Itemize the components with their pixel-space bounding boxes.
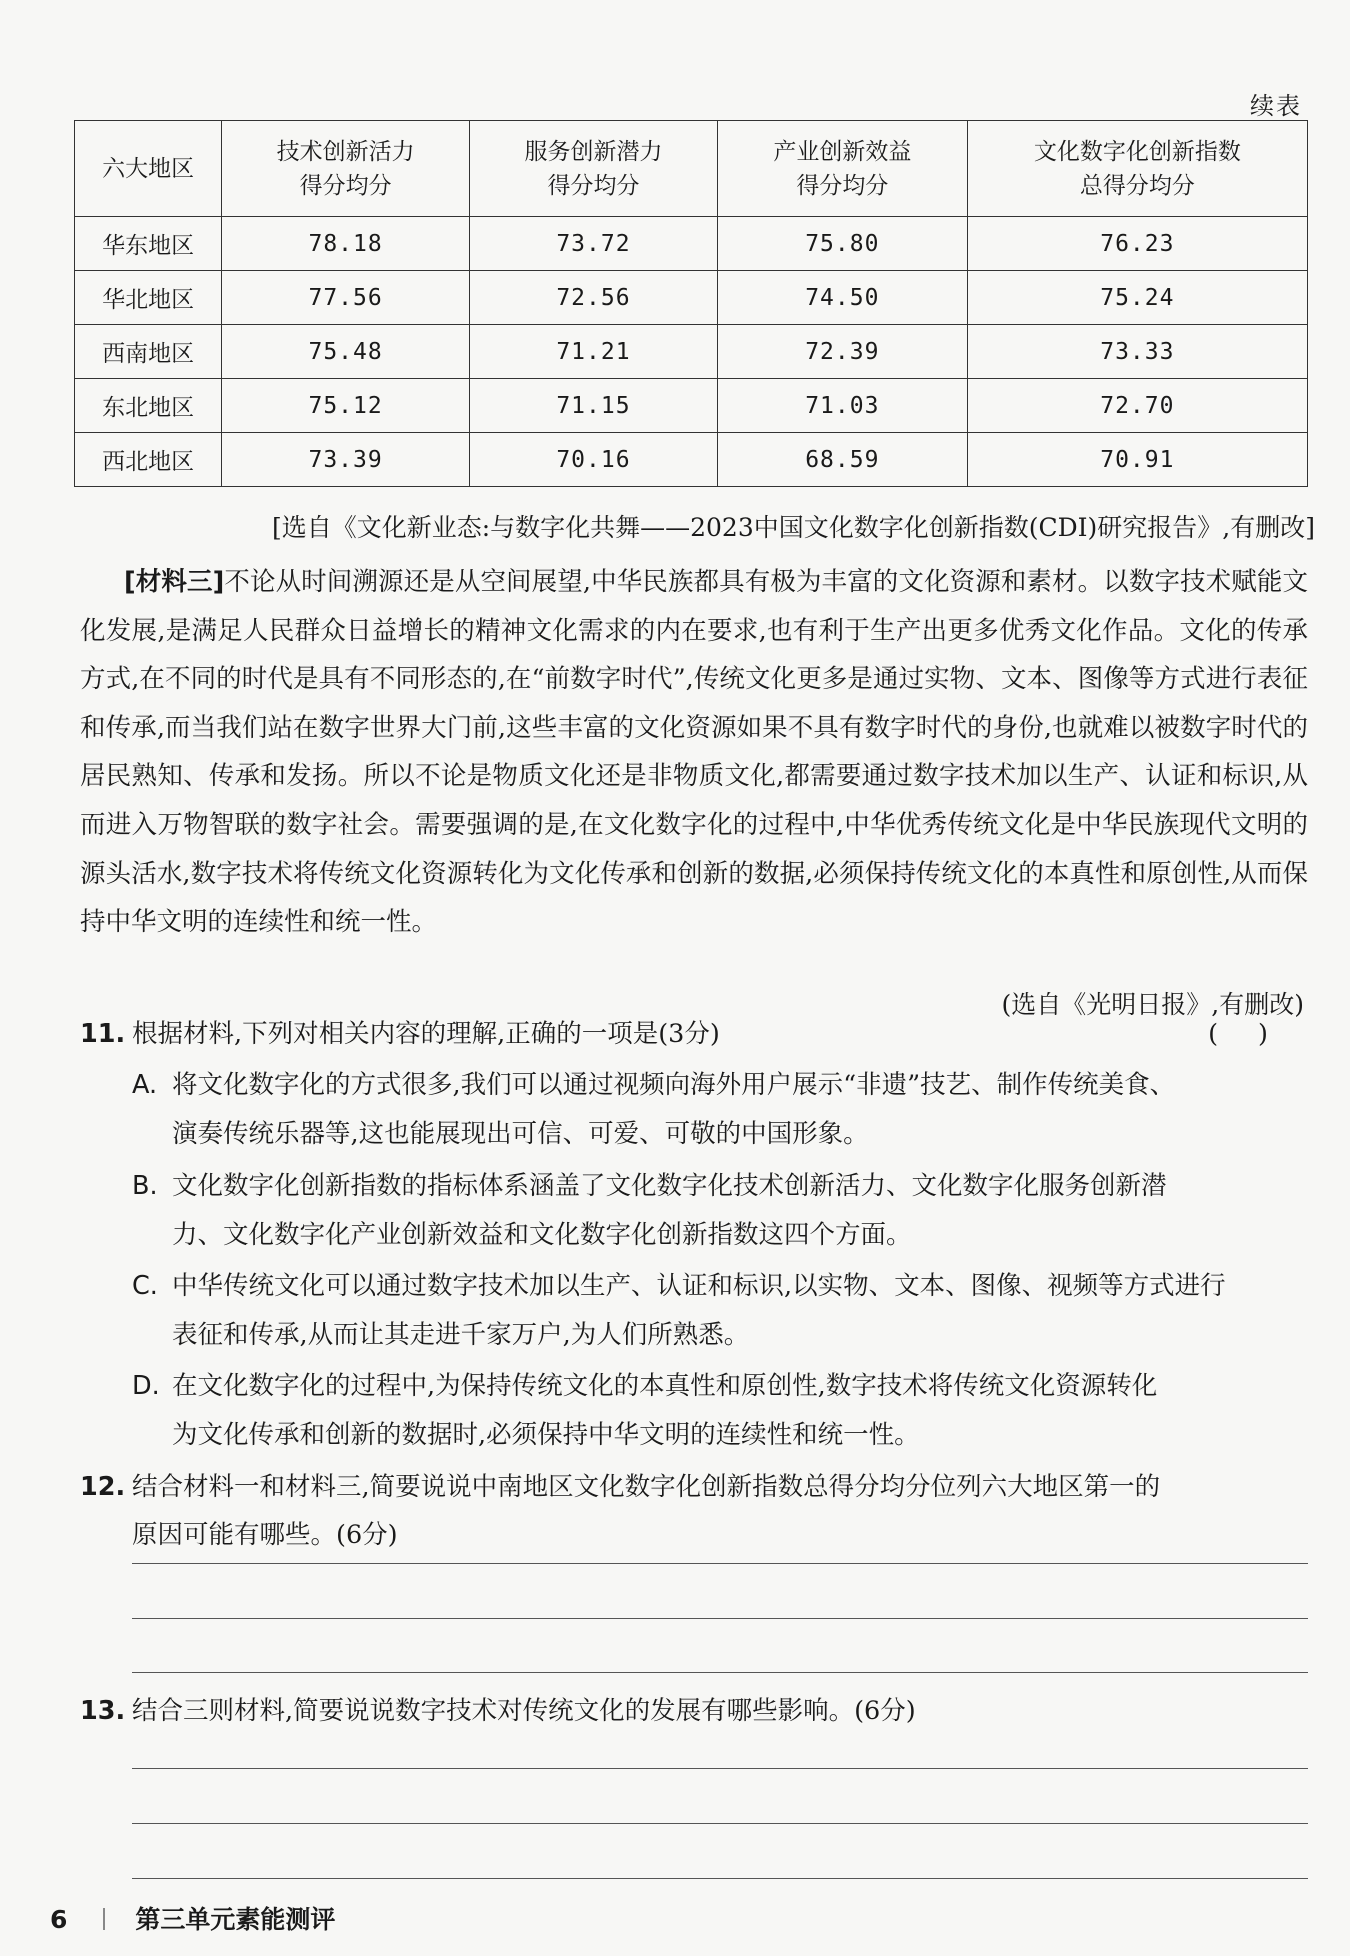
table-cell: 68.59 — [717, 433, 967, 487]
material-three-source: (选自《光明日报》,有删改) — [1001, 990, 1304, 1019]
table-cell: 72.70 — [967, 379, 1307, 433]
table-row — [75, 433, 1308, 487]
table-cell: 72.56 — [470, 271, 718, 325]
option-text: 在文化数字化的过程中,为保持传统文化的本真性和原创性,数字技术将传统文化资源转化 — [172, 1371, 1158, 1401]
table-cell: 71.15 — [470, 379, 718, 433]
answer-line[interactable] — [132, 1878, 1308, 1879]
unit-title: 第三单元素能测评 — [135, 1905, 336, 1934]
question-stem: 根据材料,下列对相关内容的理解,正确的一项是(3分) — [132, 1019, 720, 1049]
table-row — [75, 217, 1308, 271]
option-text-continued: 力、文化数字化产业创新效益和文化数字化创新指数这四个方面。 — [172, 1219, 912, 1250]
table-cell: 75.12 — [222, 379, 470, 433]
header-total-index: 文化数字化创新指数 总得分均分 — [967, 121, 1307, 217]
option-text: 将文化数字化的方式很多,我们可以通过视频向海外用户展示“非遗”技艺、制作传统美食、 — [172, 1070, 1176, 1100]
region-score-table — [74, 120, 1308, 487]
table-cell: 西南地区 — [75, 325, 222, 379]
page-number: 6 — [50, 1905, 68, 1934]
option-d[interactable] — [132, 1362, 1308, 1459]
table-cell: 73.72 — [470, 217, 718, 271]
answer-line[interactable] — [132, 1823, 1308, 1824]
question-number: 13. — [80, 1696, 126, 1726]
table-header-row — [75, 121, 1308, 217]
table-cell: 华东地区 — [75, 217, 222, 271]
option-b[interactable] — [132, 1162, 1308, 1259]
option-text-continued: 为文化传承和创新的数据时,必须保持中华文明的连续性和统一性。 — [172, 1419, 920, 1450]
answer-line[interactable] — [132, 1618, 1308, 1619]
table-cell: 华北地区 — [75, 271, 222, 325]
material-three-label: [材料三] — [124, 567, 225, 597]
table-cell: 75.48 — [222, 325, 470, 379]
option-text-continued: 演奏传统乐器等,这也能展现出可信、可爱、可敬的中国形象。 — [172, 1118, 869, 1149]
footer-divider — [103, 1908, 105, 1930]
table-cell: 71.21 — [470, 325, 718, 379]
table-cell: 76.23 — [967, 217, 1307, 271]
option-text: 中华传统文化可以通过数字技术加以生产、认证和标识,以实物、文本、图像、视频等方式进行 — [172, 1271, 1226, 1301]
question-12 — [80, 1463, 1308, 1559]
table-cell: 73.39 — [222, 433, 470, 487]
option-a[interactable] — [132, 1061, 1308, 1158]
table-cell: 75.24 — [967, 271, 1307, 325]
table-cell: 东北地区 — [75, 379, 222, 433]
header-service-innovation: 服务创新潜力 得分均分 — [470, 121, 718, 217]
option-letter: C. — [132, 1271, 158, 1301]
question-stem-continued: 原因可能有哪些。(6分) — [132, 1520, 398, 1550]
table-row — [75, 379, 1308, 433]
option-text-continued: 表征和传承,从而让其走进千家万户,为人们所熟悉。 — [172, 1319, 750, 1350]
option-letter: B. — [132, 1171, 158, 1201]
table-cell: 73.33 — [967, 325, 1307, 379]
option-letter: D. — [132, 1371, 160, 1401]
table-row — [75, 325, 1308, 379]
option-text: 文化数字化创新指数的指标体系涵盖了文化数字化技术创新活力、文化数字化服务创新潜 — [172, 1171, 1167, 1201]
question-11 — [80, 1010, 1308, 1058]
material-three-text: 不论从时间溯源还是从空间展望,中华民族都具有极为丰富的文化资源和素材。以数字技术赋能文化发展,是满足人民群众日益增长的精神文化需求的内在要求,也有利于生产出更多优秀文化作品。文化的传承方式,在不同的时代是具有不同形态的,在“前数字时代”,传统文化更多是通过实物、文本、图像等方式进行表征和传承,而当我们站在数字世界大门前,这些丰富的文化资源如果不具有数字时代的身份,也就难以被数字时代的居民熟知、传承和发扬。所以不论是物质文化还是非物质文化,都需要通过数字技术加以生产、认证和标识,从而进入万物智联的数字社会。需要强调的是,在文化数字化的过程中,中华优秀传统文化是中华民族现代文明的源头活水,数字技术将传统文化资源转化为文化传承和创新的数据,必须保持传统文化的本真性和原创性,从而保持中华文明的连续性和统一性。 — [80, 567, 1309, 938]
table-cell: 78.18 — [222, 217, 470, 271]
table-cell: 西北地区 — [75, 433, 222, 487]
material-three-paragraph — [80, 558, 1308, 947]
answer-line[interactable] — [132, 1563, 1308, 1564]
question-stem: 结合材料一和材料三,简要说说中南地区文化数字化创新指数总得分均分位列六大地区第一的 — [132, 1472, 1161, 1502]
table-cell: 70.16 — [470, 433, 718, 487]
answer-bracket[interactable]: () — [1208, 1019, 1308, 1049]
table-cell: 72.39 — [717, 325, 967, 379]
table-cell: 75.80 — [717, 217, 967, 271]
table-cell: 71.03 — [717, 379, 967, 433]
table-row — [75, 271, 1308, 325]
option-letter: A. — [132, 1070, 158, 1100]
answer-line[interactable] — [132, 1768, 1308, 1769]
continued-table-label: 续表 — [1250, 92, 1302, 120]
header-industry-innovation: 产业创新效益 得分均分 — [717, 121, 967, 217]
table-cell: 74.50 — [717, 271, 967, 325]
page-footer — [50, 1900, 335, 1936]
header-region: 六大地区 — [75, 121, 222, 217]
question-13 — [80, 1687, 1308, 1735]
table-source-citation: [选自《文化新业态:与数字化共舞——2023中国文化数字化创新指数(CDI)研究报告》,有删改] — [271, 513, 1315, 542]
header-tech-innovation: 技术创新活力 得分均分 — [222, 121, 470, 217]
question-stem: 结合三则材料,简要说说数字技术对传统文化的发展有哪些影响。(6分) — [132, 1696, 916, 1726]
answer-line[interactable] — [132, 1672, 1308, 1673]
table-cell: 70.91 — [967, 433, 1307, 487]
question-number: 11. — [80, 1019, 126, 1049]
table-cell: 77.56 — [222, 271, 470, 325]
option-c[interactable] — [132, 1262, 1308, 1359]
question-number: 12. — [80, 1472, 126, 1502]
